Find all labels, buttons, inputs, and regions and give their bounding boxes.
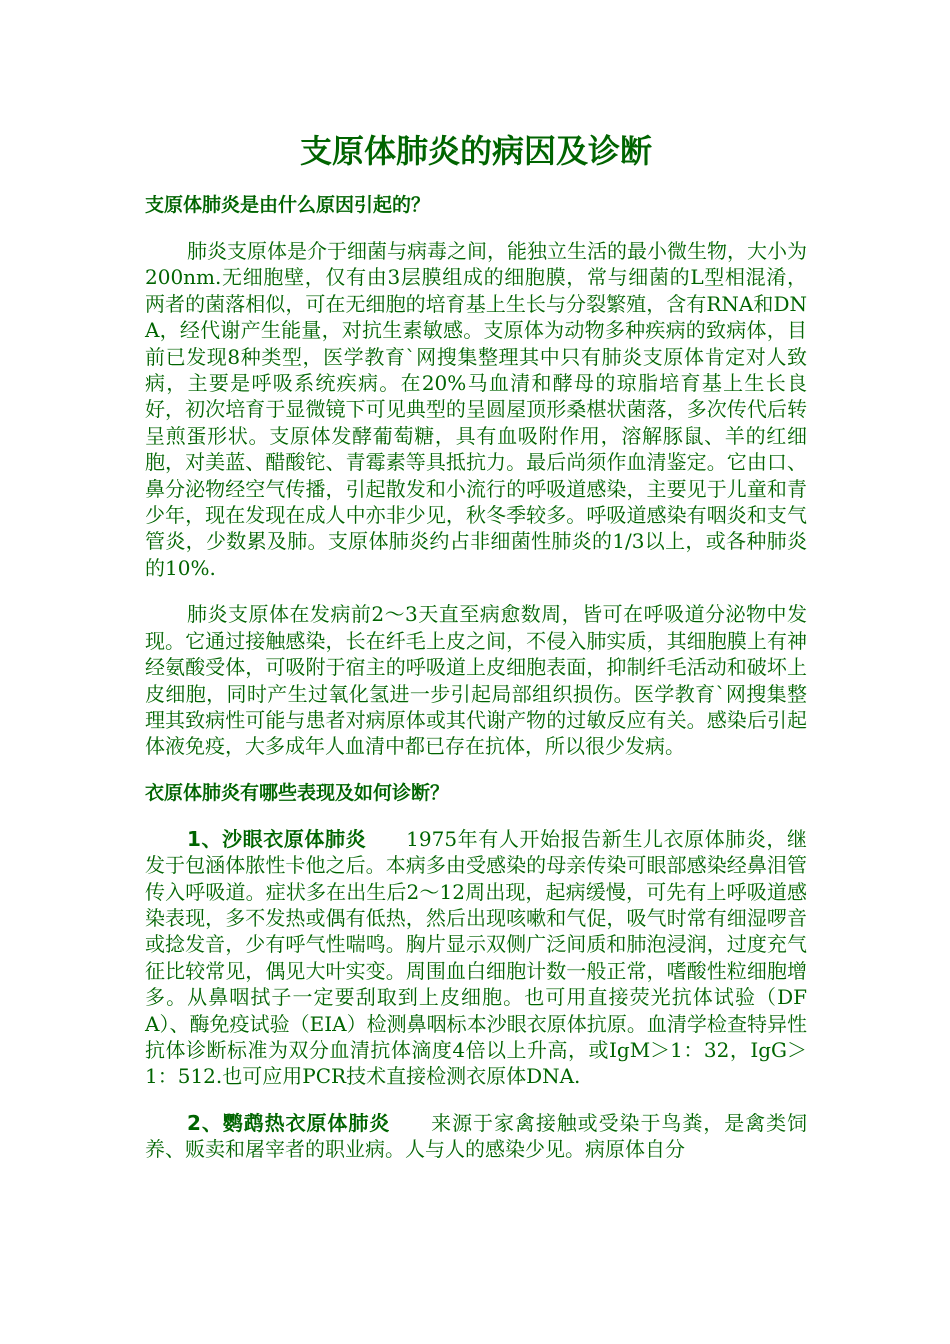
item-text-trachomatis: 1975年有人开始报告新生儿衣原体肺炎，继发于包涵体脓性卡他之后。本病多由受感染的母亲传染可眼部感染经鼻泪管传入呼吸道。症状多在出生后2～12周出现，起病缓慢，可先有上呼吸道感染表现，多不发热或偶有低热，然后出现咳嗽和气促，吸气时常有细湿啰音或捻发音，少有呼气性喘鸣。胸片显示双侧广泛间质和肺泡浸润，过度充气征比较常见，偶见大叶实变。周围血白细胞计数一般正常，嗜酸性粒细胞增多。从鼻咽拭子一定要刮取到上皮细胞。也可用直接荧光抗体试验（DFA）、酶免疫试验（EIA）检测鼻咽标本沙眼衣原体抗原。血清学检查特异性抗体诊断标准为双分血清抗体滴度4倍以上升高，或IgM＞1：32，IgG＞1：512.也可应用PCR技术直接检测衣原体DNA. [145, 826, 807, 1089]
item-text-psittacosis: 来源于家禽接触或受染于鸟粪，是禽类饲养、贩卖和屠宰者的职业病。人与人的感染少见。病原体自分 [145, 1110, 807, 1162]
paragraph-psittacosis-pneumonia [145, 1110, 807, 1163]
document-title: 支原体肺炎的病因及诊断 [299, 132, 652, 170]
item-label-psittacosis: 2、鹦鹉热衣原体肺炎 [187, 1110, 391, 1135]
paragraph-trachomatis-pneumonia [145, 826, 807, 1090]
document-page [145, 128, 807, 1163]
section-heading-diagnosis: 衣原体肺炎有哪些表现及如何诊断？ [145, 781, 450, 804]
paragraph-mycoplasma-description: 肺炎支原体是介于细菌与病毒之间，能独立生活的最小微生物，大小为200nm.无细胞壁，仅有由3层膜组成的细胞膜，常与细菌的L型相混淆，两者的菌落相似，可在无细胞的培育基上生长与分裂繁殖，含有RNA和DNA，经代谢产生能量，对抗生素敏感。支原体为动物多种疾病的致病体，目前已发现8种类型，医学教育`网搜集整理其中只有肺炎支原体肯定对人致病，主要是呼吸系统疾病。在20%马血清和酵母的琼脂培育基上生长良好，初次培育于显微镜下可见典型的呈圆屋顶形桑椹状菌落，多次传代后转呈煎蛋形状。支原体发酵葡萄糖，具有血吸附作用，溶解豚鼠、羊的红细胞，对美蓝、醋酸铊、青霉素等具抵抗力。最后尚须作血清鉴定。它由口、鼻分泌物经空气传播，引起散发和小流行的呼吸道感染，主要见于儿童和青少年，现在发现在成人中亦非少见，秋冬季较多。呼吸道感染有咽炎和支气管炎，少数累及肺。支原体肺炎约占非细菌性肺炎的1/3以上，或各种肺炎的10%. [145, 239, 807, 580]
section-heading-cause: 支原体肺炎是由什么原因引起的？ [145, 194, 431, 216]
paragraph-mycoplasma-pathogenesis: 肺炎支原体在发病前2～3天直至病愈数周，皆可在呼吸道分泌物中发现。它通过接触感染，长在纤毛上皮之间，不侵入肺实质，其细胞膜上有神经氨酸受体，可吸附于宿主的呼吸道上皮细胞表面，抑制纤毛活动和破坏上皮细胞，同时产生过氧化氢进一步引起局部组织损伤。医学教育`网搜集整理其致病性可能与患者对病原体或其代谢产物的过敏反应有关。感染后引起体液免疫，大多成年人血清中都已存在抗体，所以很少发病。 [145, 602, 807, 759]
item-label-trachomatis: 1、沙眼衣原体肺炎 [187, 826, 367, 851]
